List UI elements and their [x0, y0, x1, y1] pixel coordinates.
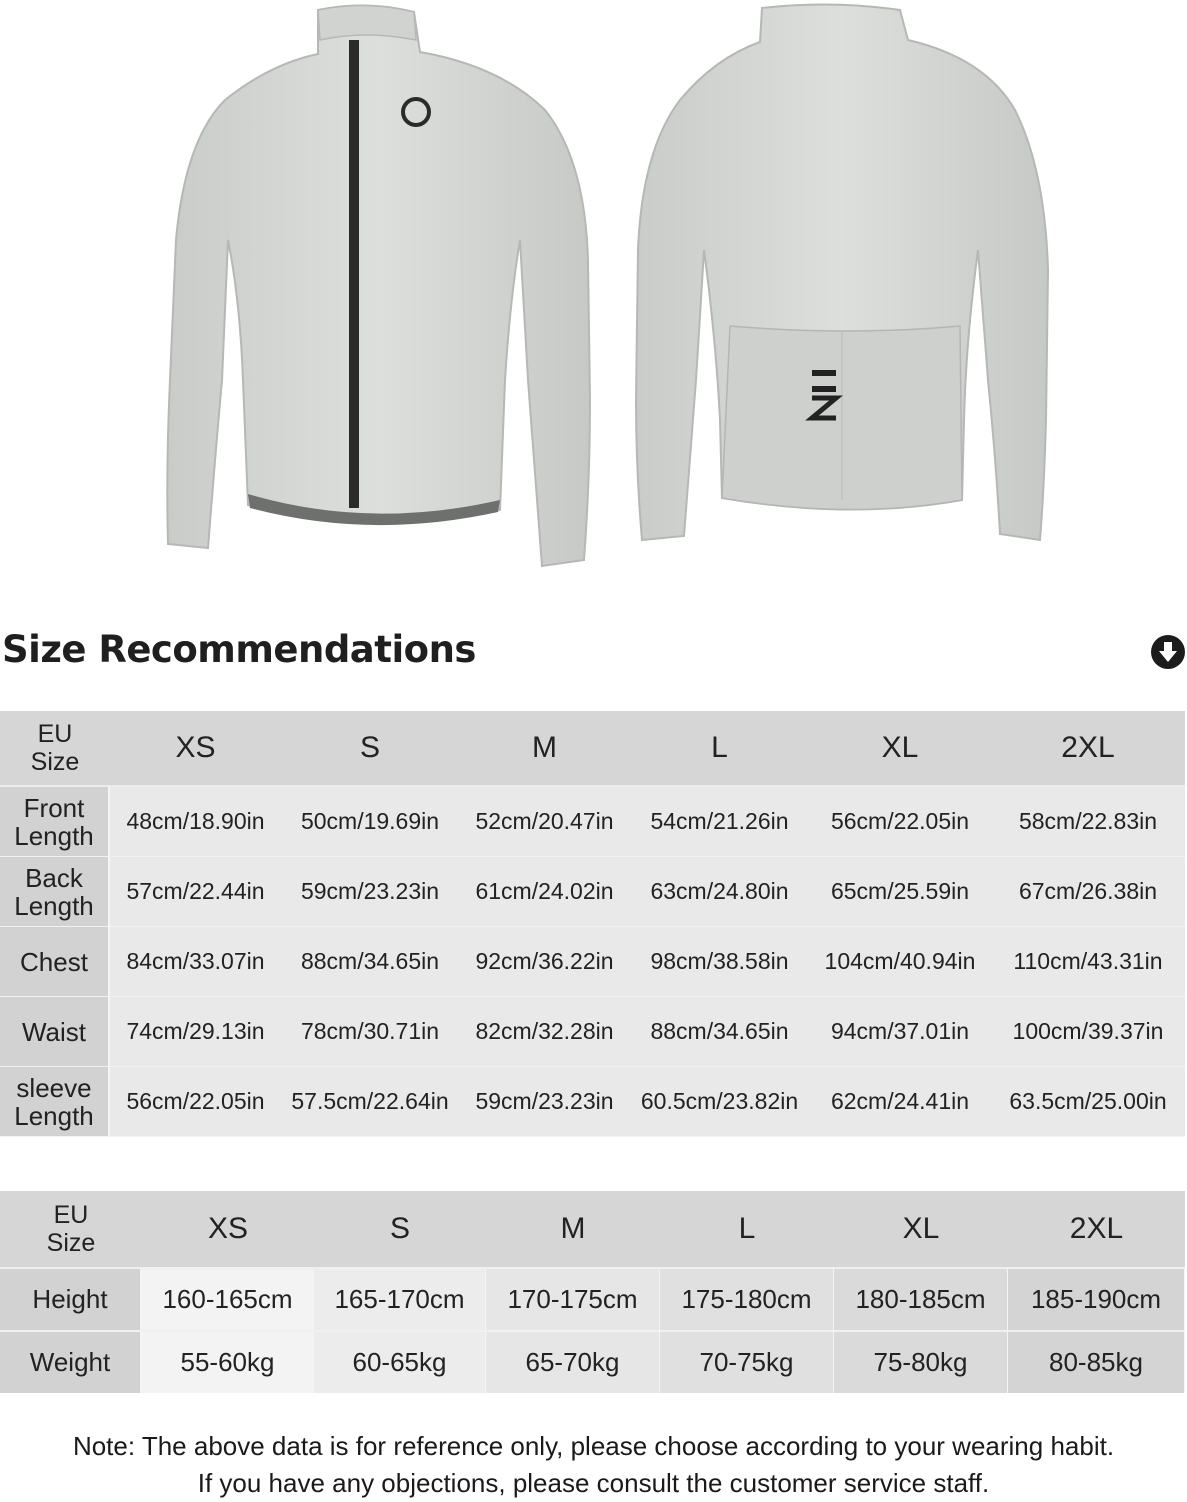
size-header: L: [660, 1191, 834, 1269]
table-cell: 52cm/20.47in: [459, 787, 630, 857]
table-header-row: [0, 1191, 1185, 1269]
table-cell: 65-70kg: [486, 1332, 660, 1393]
size-header: M: [459, 711, 630, 787]
table-cell: 75-80kg: [834, 1332, 1008, 1393]
table-cell: 180-185cm: [834, 1269, 1008, 1332]
size-header: XL: [809, 711, 991, 787]
row-label: [0, 1067, 110, 1137]
table-cell: 82cm/32.28in: [459, 997, 630, 1067]
table-row: [0, 857, 1185, 927]
table-cell: 57cm/22.44in: [110, 857, 281, 927]
jersey-front-image: [167, 5, 590, 566]
table-cell: 175-180cm: [660, 1269, 834, 1332]
row-label: Height: [0, 1269, 142, 1332]
table-cell: 110cm/43.31in: [991, 927, 1185, 997]
corner-header-line: Size: [46, 1229, 96, 1257]
table-cell: 59cm/23.23in: [459, 1067, 630, 1137]
table-cell: 165-170cm: [314, 1269, 486, 1332]
row-label-line: sleeve: [16, 1072, 92, 1103]
row-label: Weight: [0, 1332, 142, 1393]
size-header: S: [314, 1191, 486, 1269]
body-fit-table: [0, 1191, 1185, 1393]
table-row: [0, 1067, 1185, 1137]
corner-header-line: EU: [37, 720, 73, 748]
section-title: Size Recommendations: [2, 628, 476, 671]
row-label: [0, 857, 110, 927]
row-label-line: Front: [23, 792, 85, 823]
reference-note: [0, 1428, 1187, 1502]
table-cell: 92cm/36.22in: [459, 927, 630, 997]
note-line: If you have any objections, please consult the customer service staff.: [197, 1468, 990, 1498]
table-row: [0, 997, 1185, 1067]
note-line: Note: The above data is for reference only, please choose according to your wearing habit.: [72, 1431, 1115, 1461]
row-label-line: Length: [14, 1100, 94, 1131]
table-cell: 65cm/25.59in: [809, 857, 991, 927]
table-cell: 50cm/19.69in: [281, 787, 459, 857]
table-cell: 56cm/22.05in: [110, 1067, 281, 1137]
corner-header-line: Size: [30, 748, 80, 776]
table-row: [0, 1269, 1185, 1332]
table-row: [0, 1332, 1185, 1393]
table-row: [0, 787, 1185, 857]
row-label-line: Waist: [21, 1016, 87, 1047]
row-label-line: Chest: [20, 946, 88, 977]
table-cell: 80-85kg: [1008, 1332, 1185, 1393]
table-cell: 57.5cm/22.64in: [281, 1067, 459, 1137]
table-cell: 74cm/29.13in: [110, 997, 281, 1067]
table-cell: 48cm/18.90in: [110, 787, 281, 857]
size-header: XL: [834, 1191, 1008, 1269]
row-label: [0, 927, 110, 997]
table-cell: 59cm/23.23in: [281, 857, 459, 927]
table-cell: 100cm/39.37in: [991, 997, 1185, 1067]
size-header: S: [281, 711, 459, 787]
row-label-line: Back: [25, 862, 83, 893]
row-label-line: Length: [14, 820, 94, 851]
table-cell: 78cm/30.71in: [281, 997, 459, 1067]
table-row: [0, 927, 1185, 997]
table-cell: 70-75kg: [660, 1332, 834, 1393]
table-cell: 63cm/24.80in: [630, 857, 809, 927]
corner-header-line: EU: [53, 1201, 89, 1229]
table-cell: 61cm/24.02in: [459, 857, 630, 927]
jersey-back-image: [636, 4, 1048, 540]
table-cell: 67cm/26.38in: [991, 857, 1185, 927]
size-header: XS: [110, 711, 281, 787]
table-cell: 55-60kg: [142, 1332, 314, 1393]
size-measurement-table: [0, 711, 1185, 1137]
table-cell: 54cm/21.26in: [630, 787, 809, 857]
row-label: [0, 997, 110, 1067]
table-cell: 60.5cm/23.82in: [630, 1067, 809, 1137]
table-cell: 94cm/37.01in: [809, 997, 991, 1067]
table-header-row: [0, 711, 1185, 787]
table-cell: 88cm/34.65in: [630, 997, 809, 1067]
table-cell: 160-165cm: [142, 1269, 314, 1332]
product-images: [0, 0, 1187, 590]
table-cell: 63.5cm/25.00in: [991, 1067, 1185, 1137]
size-header: XS: [142, 1191, 314, 1269]
table-cell: 185-190cm: [1008, 1269, 1185, 1332]
size-header: 2XL: [1008, 1191, 1185, 1269]
table-cell: 62cm/24.41in: [809, 1067, 991, 1137]
table-cell: 98cm/38.58in: [630, 927, 809, 997]
arrow-down-circle-icon[interactable]: [1150, 634, 1186, 670]
corner-header: [0, 711, 110, 787]
size-header: M: [486, 1191, 660, 1269]
table-cell: 170-175cm: [486, 1269, 660, 1332]
table-cell: 58cm/22.83in: [991, 787, 1185, 857]
row-label-line: Length: [14, 890, 94, 921]
table-cell: 56cm/22.05in: [809, 787, 991, 857]
table-cell: 88cm/34.65in: [281, 927, 459, 997]
table-cell: 60-65kg: [314, 1332, 486, 1393]
corner-header: [0, 1191, 142, 1269]
size-header: L: [630, 711, 809, 787]
size-header: 2XL: [991, 711, 1185, 787]
table-cell: 84cm/33.07in: [110, 927, 281, 997]
table-cell: 104cm/40.94in: [809, 927, 991, 997]
row-label: [0, 787, 110, 857]
